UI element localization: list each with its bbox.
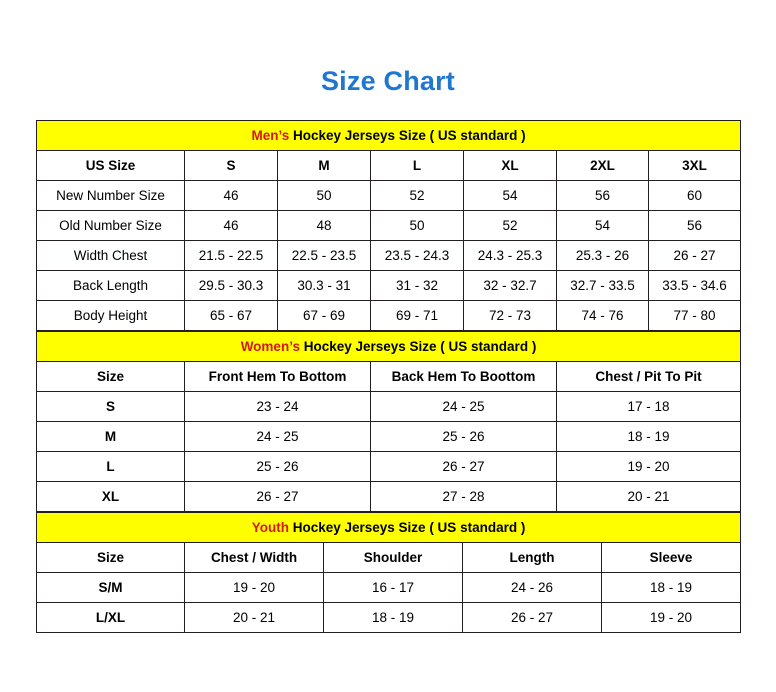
mens-r4-c6: 77 - 80: [649, 301, 741, 331]
youth-col-1: Chest / Width: [185, 543, 324, 573]
mens-r0-c4: 54: [464, 181, 557, 211]
womens-r1-c1: 24 - 25: [185, 422, 371, 452]
mens-col-5: 2XL: [557, 151, 649, 181]
youth-r1-c2: 18 - 19: [324, 603, 463, 633]
mens-r3-c0: Back Length: [37, 271, 185, 301]
mens-col-4: XL: [464, 151, 557, 181]
womens-r0-c1: 23 - 24: [185, 392, 371, 422]
mens-r4-c4: 72 - 73: [464, 301, 557, 331]
mens-r0-c6: 60: [649, 181, 741, 211]
mens-r2-c6: 26 - 27: [649, 241, 741, 271]
mens-r0-c2: 50: [278, 181, 371, 211]
mens-r2-c4: 24.3 - 25.3: [464, 241, 557, 271]
womens-r1-c3: 18 - 19: [557, 422, 741, 452]
mens-r0-c5: 56: [557, 181, 649, 211]
womens-r3-c3: 20 - 21: [557, 482, 741, 512]
table-header-row: [37, 151, 741, 181]
mens-r1-c0: Old Number Size: [37, 211, 185, 241]
womens-heading-rest: Hockey Jerseys Size ( US standard ): [299, 339, 537, 354]
table-row: [37, 603, 741, 633]
youth-r1-c1: 20 - 21: [185, 603, 324, 633]
youth-r0-c3: 24 - 26: [463, 573, 602, 603]
mens-r1-c4: 52: [464, 211, 557, 241]
womens-r2-c0: L: [37, 452, 185, 482]
table-header-row: [37, 362, 741, 392]
table-row: [37, 452, 741, 482]
mens-r1-c6: 56: [649, 211, 741, 241]
table-row: [37, 211, 741, 241]
mens-r3-c2: 30.3 - 31: [278, 271, 371, 301]
youth-col-0: Size: [37, 543, 185, 573]
mens-r1-c2: 48: [278, 211, 371, 241]
mens-col-1: S: [185, 151, 278, 181]
mens-col-3: L: [371, 151, 464, 181]
womens-r0-c0: S: [37, 392, 185, 422]
section-heading-row: [37, 121, 741, 151]
table-row: [37, 241, 741, 271]
mens-r2-c3: 23.5 - 24.3: [371, 241, 464, 271]
mens-heading-accent: Men’s: [251, 128, 290, 143]
mens-r1-c5: 54: [557, 211, 649, 241]
mens-r2-c2: 22.5 - 23.5: [278, 241, 371, 271]
mens-r1-c1: 46: [185, 211, 278, 241]
youth-col-2: Shoulder: [324, 543, 463, 573]
womens-r3-c0: XL: [37, 482, 185, 512]
youth-r1-c3: 26 - 27: [463, 603, 602, 633]
womens-r3-c1: 26 - 27: [185, 482, 371, 512]
mens-r2-c5: 25.3 - 26: [557, 241, 649, 271]
youth-col-4: Sleeve: [602, 543, 741, 573]
table-row: [37, 422, 741, 452]
mens-r4-c2: 67 - 69: [278, 301, 371, 331]
mens-r0-c3: 52: [371, 181, 464, 211]
mens-r1-c3: 50: [371, 211, 464, 241]
table-row: [37, 392, 741, 422]
youth-r0-c2: 16 - 17: [324, 573, 463, 603]
youth-r0-c1: 19 - 20: [185, 573, 324, 603]
youth-r1-c4: 19 - 20: [602, 603, 741, 633]
womens-r2-c1: 25 - 26: [185, 452, 371, 482]
youth-col-3: Length: [463, 543, 602, 573]
mens-r3-c6: 33.5 - 34.6: [649, 271, 741, 301]
page-title: Size Chart: [320, 66, 456, 96]
mens-r2-c0: Width Chest: [37, 241, 185, 271]
womens-col-2: Back Hem To Boottom: [371, 362, 557, 392]
youth-r1-c0: L/XL: [37, 603, 185, 633]
youth-heading-rest: Hockey Jerseys Size ( US standard ): [288, 520, 526, 535]
size-chart-container: [36, 120, 740, 633]
womens-col-3: Chest / Pit To Pit: [557, 362, 741, 392]
mens-r3-c4: 32 - 32.7: [464, 271, 557, 301]
youth-size-table: [36, 512, 741, 633]
womens-r2-c2: 26 - 27: [371, 452, 557, 482]
womens-section-heading: [37, 332, 741, 362]
section-heading-row: [37, 513, 741, 543]
mens-r4-c0: Body Height: [37, 301, 185, 331]
table-row: [37, 271, 741, 301]
youth-section-heading: [37, 513, 741, 543]
table-row: [37, 301, 741, 331]
womens-r2-c3: 19 - 20: [557, 452, 741, 482]
youth-r0-c4: 18 - 19: [602, 573, 741, 603]
womens-col-1: Front Hem To Bottom: [185, 362, 371, 392]
womens-r0-c2: 24 - 25: [371, 392, 557, 422]
mens-r4-c3: 69 - 71: [371, 301, 464, 331]
womens-size-table: [36, 331, 741, 512]
womens-heading-accent: Women’s: [240, 339, 300, 354]
mens-r3-c5: 32.7 - 33.5: [557, 271, 649, 301]
mens-size-table: [36, 120, 741, 331]
mens-r0-c0: New Number Size: [37, 181, 185, 211]
mens-r0-c1: 46: [185, 181, 278, 211]
mens-col-6: 3XL: [649, 151, 741, 181]
table-header-row: [37, 543, 741, 573]
mens-col-0: US Size: [37, 151, 185, 181]
table-row: [37, 482, 741, 512]
mens-heading-rest: Hockey Jerseys Size ( US standard ): [289, 128, 526, 143]
youth-r0-c0: S/M: [37, 573, 185, 603]
womens-r3-c2: 27 - 28: [371, 482, 557, 512]
mens-r3-c1: 29.5 - 30.3: [185, 271, 278, 301]
womens-r1-c0: M: [37, 422, 185, 452]
section-heading-row: [37, 332, 741, 362]
womens-r0-c3: 17 - 18: [557, 392, 741, 422]
womens-r1-c2: 25 - 26: [371, 422, 557, 452]
table-row: [37, 573, 741, 603]
mens-r4-c5: 74 - 76: [557, 301, 649, 331]
youth-heading-accent: Youth: [251, 520, 289, 535]
womens-col-0: Size: [37, 362, 185, 392]
mens-col-2: M: [278, 151, 371, 181]
mens-section-heading: [37, 121, 741, 151]
mens-r4-c1: 65 - 67: [185, 301, 278, 331]
mens-r3-c3: 31 - 32: [371, 271, 464, 301]
table-row: [37, 181, 741, 211]
mens-r2-c1: 21.5 - 22.5: [185, 241, 278, 271]
